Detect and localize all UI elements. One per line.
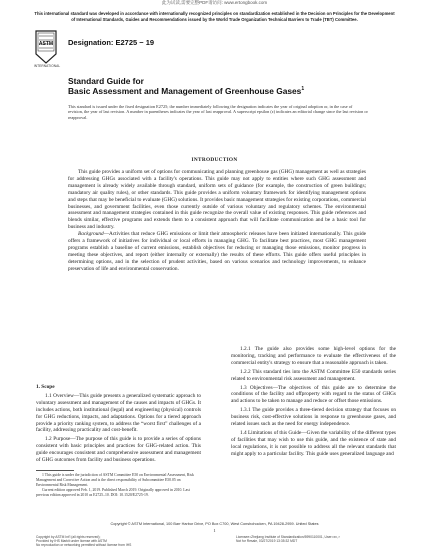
footnote [36, 473, 201, 498]
footnote-divider [36, 470, 74, 471]
logo-letters: ASTM [38, 41, 54, 47]
background-lead: Background [78, 231, 104, 238]
introduction-heading: INTRODUCTION [191, 157, 238, 163]
left-column [36, 384, 201, 466]
footer-left: Copyright by ASTM Int'l (all rights reserved); Provided by IHS Markit under license with ASTM No reproduction or networking permitted without license from IHS [36, 535, 132, 548]
copyright-line: Copyright © ASTM International, 100 Barr Harbor Drive, PO Box C700, West Conshohocken, PA 19428-2959. United States [110, 522, 319, 526]
footnote-paragraph-2: Current edition approved Feb. 1, 2019. Published March 2019. Originally approved in 2010. Last previous edition approved in 2010 as E2725–10. DOI: 10.1520/E2725-19. [36, 487, 190, 497]
scope-paragraph-1-1: 1.1 Overview—This guide presents a generalized systematic approach to voluntary assessment and management of the causes and impacts of GHGs. It includes actions, both institutional (legal) and engineering (physical) controls for GHG reductions, impacts, and adaptations. Options for a tiered approach provide a priority ranking system, to address the “worst first” challenges of a facility, addressing practicality and cost-benefit. [36, 392, 201, 434]
paragraph-1-3: 1.3 Objectives—The objectives of this guide are to determine the conditions of the facility and offproperty with regard to the status of GHGs and actions to be taken to manage and reduce or offset those emissions. [231, 384, 396, 405]
logo-caption: INTERNATIONAL [33, 64, 61, 68]
title-footnote-mark[interactable]: 1 [301, 86, 305, 92]
watermark-text: 此为试读,需要完整PDF请访问: www.ertongbook.com [161, 0, 268, 5]
footer-right: Licensee=Zhejiang Institute of Standardization/5990110001, User=xx, r Not for Resale, 03/27/2019 13:35:32 MDT [236, 535, 340, 544]
scope-paragraph-1-2: 1.2 Purpose—The purpose of this guide is to provide a series of options consistent with basic principles and practices for GHG-related action. This guide encourages consistent and comprehensive assessment and management of GHG outcomes from facility and business operations. [36, 436, 201, 464]
issuance-note: This standard is issued under the fixed designation E2725; the number immediately following the designation indicates the year of original adoption or, in the case of revision, the year of last revision. A number in parentheses indicates the year of last reapproval. A superscript epsilon (ε) indicates an editorial change since the last revision or reapproval. [68, 104, 368, 120]
astm-logo [35, 30, 57, 64]
footnote-paragraph-1: 1 This guide is under the jurisdiction of ASTM Committee E50 on Environmental Assessment, Risk Management and Corrective Action and is the direct responsibility of Subcommittee E50.05 on Environmental Risk Management. [36, 473, 194, 487]
top-notice: This international standard was developed in accordance with internationally recognized principles on standardization established in the Decision on Principles for the Development of International Standards, Guides and Recommendations issued by the World Trade Organization Technical Barriers to Trade (TBT) Committee. [34, 11, 395, 22]
background-text: —Activities that reduce GHG emissions or limit their atmospheric releases have been initiated internationally. This guide offers a framework of initiatives for individual or local efforts in managing GHG. To facilitate best practices, most GHG management programs establish a baseline of current emissions, establish objectives for reducing or managing those emissions, monitor progress in meeting these objectives, and report (either internally or externally) the results of these efforts. This guide offers useful principles in determining options, and in the selection of prudent activities, based on various scenarios and technology improvements, to enhance preservation of life and environmental conservation. [68, 231, 366, 272]
introduction-paragraph-1: This guide provides a uniform set of options for communicating and planning greenhouse gas (GHG) management as well as strategies for addressing GHGs associated with a facility's operations. This guide may not apply to entities where such GHG assessment and management is already widely available through standard, uniform sets of guidance (for example, the construction of green buildings; mandatory air quality rules), or other standards. This guide provides a uniform voluntary framework for identifying management options and steps that may be beneficial to evaluate (GHG) solutions. It provides basic management strategies for existing corporations, commercial businesses, and government facilities, even those currently outside of various voluntary and regulatory schemes. The environmental assessment and management strategies contained in this guide recognize the overall value of existing responses. This guide references and blends similar, effective programs and extends them to a consistent approach that will facilitate communication and be a basic tool for business and industry. [68, 169, 366, 231]
paragraph-1-2-2: 1.2.2 This standard ties into the ASTM Committee E50 standards series related to environmental risk assessment and management. [231, 368, 396, 382]
page-number: 1 [213, 528, 216, 533]
paragraph-1-2-1: 1.2.1 The guide also provides some high-level options for the monitoring, tracking and performance to evaluate the effectiveness of the commercial entity's strategy to ensure that a reasonable approach is taken. [231, 346, 396, 366]
paragraph-1-4: 1.4 Limitations of this Guide—Given the variability of the different types of facilities that may wish to use this guide, and the existence of state and local regulations, it is not possible to address all the relevant standards that might apply to a particular facility. This guide uses generalized language and [231, 429, 396, 457]
introduction-body [68, 169, 366, 273]
title-text: Basic Assessment and Management of Greenhouse Gases [68, 86, 302, 96]
right-column [231, 346, 396, 460]
designation: Designation: E2725 − 19 [68, 38, 155, 47]
paragraph-1-3-1: 1.3.1 The guide provides a three-tiered decision strategy that focuses on business risk, cost-effective solutions in response to greenhouse gases, and related issues such as the need for energy independence. [231, 407, 396, 428]
introduction-paragraph-2 [68, 231, 366, 272]
title-line-1: Standard Guide for [68, 76, 144, 86]
title-line-2 [68, 86, 304, 96]
scope-heading: 1. Scope [36, 384, 55, 390]
